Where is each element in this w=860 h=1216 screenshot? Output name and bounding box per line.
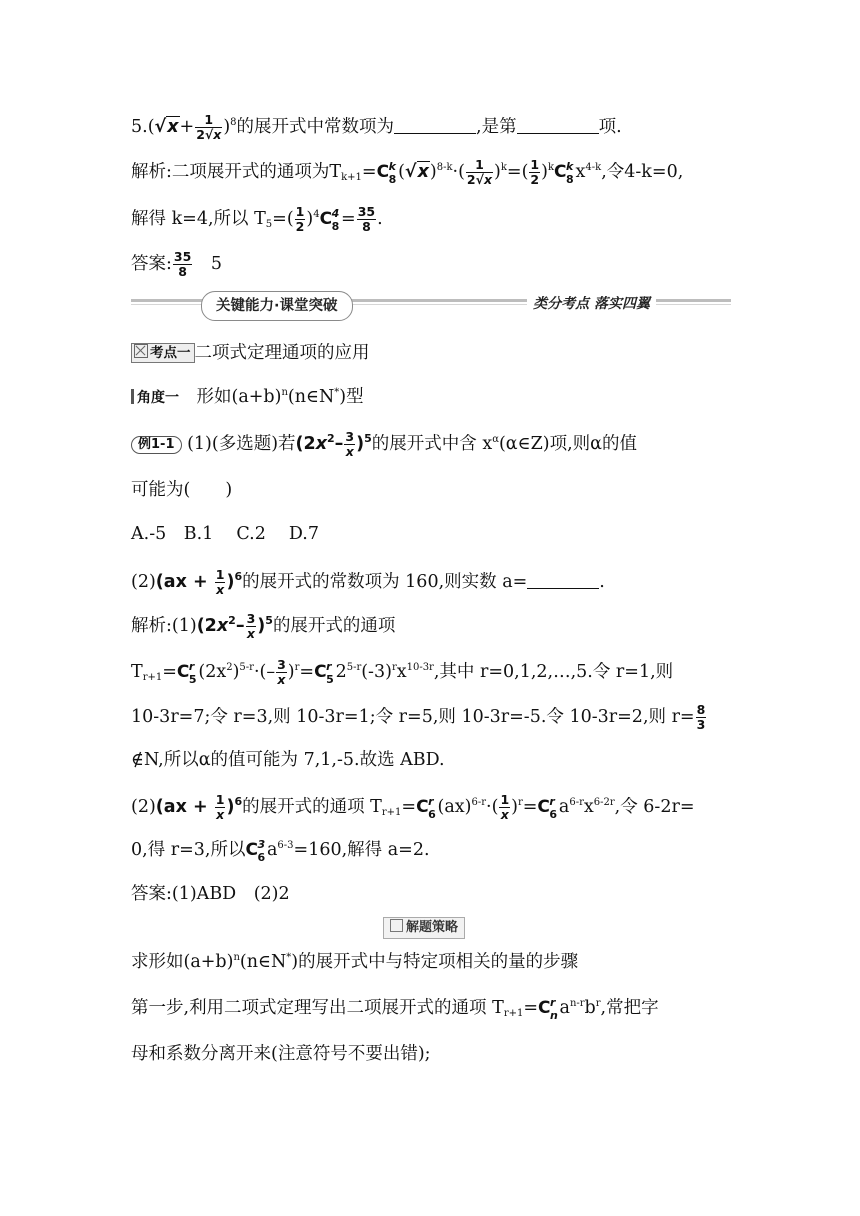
angle-heading: 角度一 形如$(a+b)^n(n\in N^*)$型 [131, 385, 364, 410]
summary-title: 求形如$(a+b)^n(n\in N^*)$的展开式中与特定项相关的量的步骤 [131, 952, 579, 972]
answer-2-line: 答案:(1)ABD (2)2 [131, 884, 290, 904]
topic-icon [134, 344, 148, 358]
banner-title: 关键能力·课堂突破 [201, 291, 353, 321]
solution-2-line-1: 解析$:(1)(2x^2-$ $\frac{3}{x}$ )$^5$的展开式的通项 [131, 611, 396, 641]
combination-c8k: C k 8 [376, 160, 397, 186]
summary-step-1-cont: 母和系数分离开来(注意符号不要出错); [131, 1044, 431, 1064]
blank-constant-term [394, 133, 476, 134]
solution-2-line-4: ∉N,所以α的值可能为 7,1,-5.故选 ABD. [131, 750, 445, 770]
solution-1-line-1: 解析:二项展开式的通项为$T_{k+1}=C$ k 8 $(√x)^{8-k}\cdot$( $\frac{1}{2√x}$ )$^k$=( $\frac{1}{2}$ )$^k$C k 8 $x^{4-k}$,令4-k=0, [131, 157, 684, 187]
solution-2-line-2: $T_{r+1}=C$ r 5 $(2x^2)^{5-r}\cdot(-$ $\frac{3}{x}$ )$^r$=C r 5 $2^{5-r}(-3)^rx^{10-3r}$,其中 r=0,1,2,…,5.令 r=1,则 [131, 657, 674, 687]
result-fraction: $\frac{35}{8}$ [357, 204, 376, 234]
example-tag: 例1-1 [131, 436, 182, 454]
example-line-1: 例1-1 (1)(多选题)若($2x^2-$ $\frac{3}{x}$ )$^5$的展开式中含 $x^\alpha(\alpha\in Z)$项,则α的值 [131, 430, 637, 459]
sqrt-x: √x [154, 117, 179, 137]
problem-5-line: 5.(√x+ $\frac{1}{2√x}$ )$^8$的展开式中常数项为 ,是第 项. [131, 112, 622, 142]
example-options: A.-5 B.1 C.2 D.7 [131, 524, 319, 544]
strategy-badge: 解题策略 [383, 917, 465, 939]
example-line-2: 可能为( ) [131, 480, 233, 500]
fraction-1-over-2sqrtx: $\frac{1}{2√x}$ [196, 112, 222, 142]
solution-1-line-2: 解得 k=4,所以 $T_5=$( $\frac{1}{2}$ )$^4$C 4 8 = $\frac{35}{8}$ . [131, 204, 383, 234]
example-part-2: (2)(ax + $\frac{1}{x}$ )$^6$的展开式的常数项为 160,则实数 a= . [131, 567, 605, 597]
answer-1-line: 答案: $\frac{35}{8}$ 5 [131, 249, 222, 279]
topic-tag: 考点一 [131, 343, 195, 363]
section-banner [131, 291, 731, 321]
summary-step-1: 第一步,利用二项式定理写出二项展开式的通项 $T_{r+1}=C$ r n $a^{n-r}b^r$,常把字 [131, 996, 659, 1022]
solution-2-line-3: 10-3r=7;令 r=3,则 10-3r=1;令 r=5,则 10-3r=-5.令 10-3r=2,则 r= $\frac{8}{3}$ [131, 702, 706, 732]
blank-term-index [517, 133, 599, 134]
topic-heading: 考点一 二项式定理通项的应用 [131, 341, 370, 365]
angle-tag: 角度一 [131, 390, 179, 406]
blank-a-value [527, 588, 599, 589]
solution-2-line-5: (2)(ax + $\frac{1}{x}$ )$^6$的展开式的通项 $T_{r+1}=C$ r 6 (ax)$^{6-r}$·( $\frac{1}{x}$ )$^r$=C r 6 $a^{6-r}x^{6-2r}$,令 6-2r= [131, 792, 695, 822]
pencil-icon [390, 919, 403, 932]
solution-2-line-6: 0,得 r=3,所以C 3 6 $a^{6-3}=160$,解得 a=2. [131, 838, 430, 864]
banner-subtitle: 类分考点 落实四翼 [527, 293, 656, 313]
